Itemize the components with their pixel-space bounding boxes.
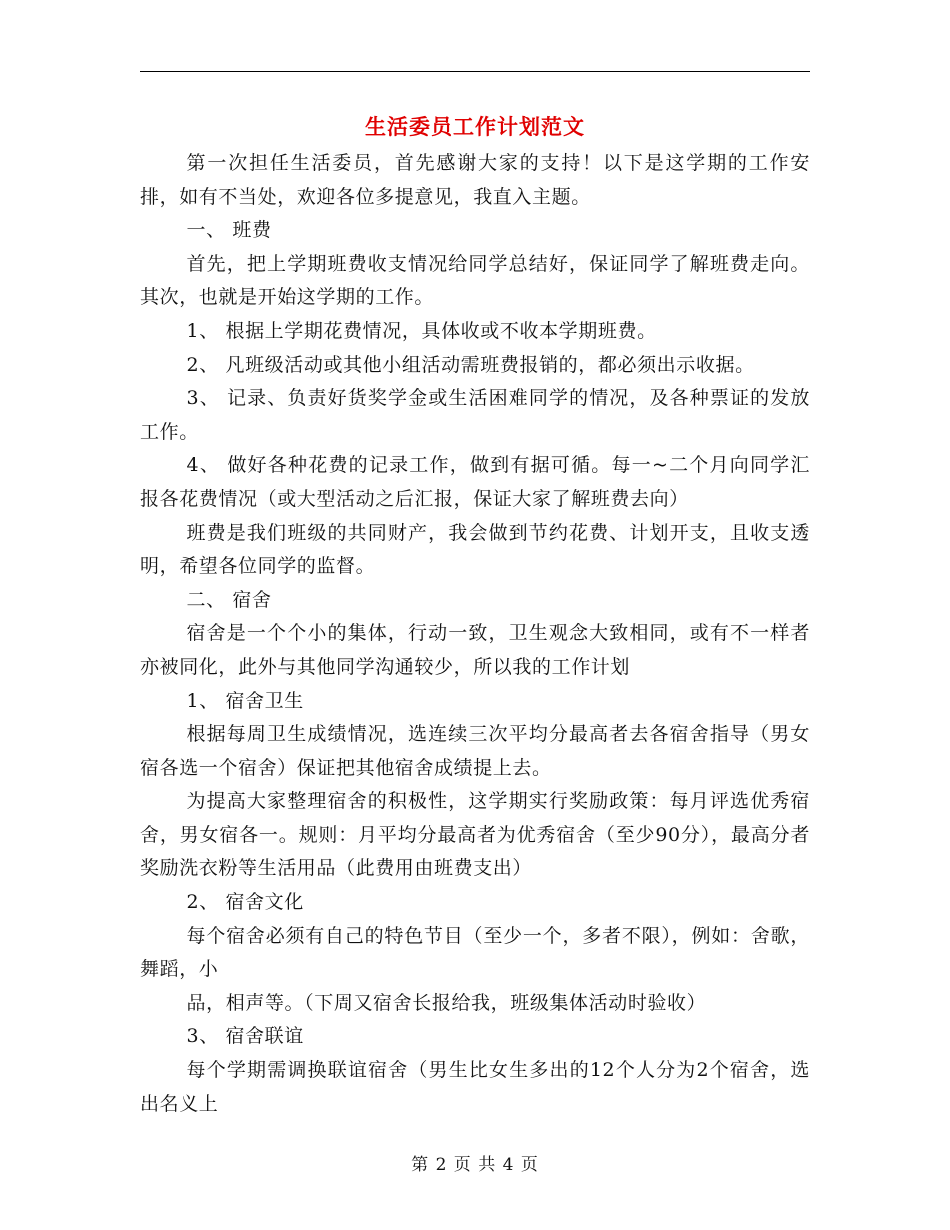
- paragraph: 班费是我们班级的共同财产，我会做到节约花费、计划开支，且收支透明，希望各位同学的监督。: [140, 521, 810, 578]
- subheading-dorm-culture: 2、 宿舍文化: [186, 891, 304, 914]
- paragraph: 为提高大家整理宿舍的积极性，这学期实行奖励政策：每月评选优秀宿舍，男女宿各一。规则：月平均分最高者为优秀宿舍（至少90分），最高分者奖励洗衣粉等生活用品（此费用由班费支出）: [140, 790, 810, 880]
- subheading-dorm-social: 3、 宿舍联谊: [186, 1025, 304, 1048]
- header-rule: [140, 71, 810, 72]
- paragraph: 宿舍是一个个小的集体，行动一致，卫生观念大致相同，或有不一样者亦被同化，此外与其他同学沟通较少，所以我的工作计划: [140, 622, 810, 678]
- heading-dormitory: 二、 宿舍: [186, 588, 272, 611]
- document-body: [140, 147, 810, 1121]
- list-item: 3、 记录、负责好货奖学金或生活困难同学的情况，及各种票证的发放工作。: [140, 387, 810, 443]
- paragraph-intro: 第一次担任生活委员，首先感谢大家的支持！以下是这学期的工作安排，如有不当处，欢迎各位多提意见，我直入主题。: [140, 152, 810, 208]
- paragraph: 首先，把上学期班费收支情况给同学总结好，保证同学了解班费走向。其次，也就是开始这学期的工作。: [140, 252, 810, 309]
- paragraph: 每个学期需调换联谊宿舍（男生比女生多出的12个人分为2个宿舍，选出名义上: [140, 1059, 810, 1115]
- paragraph: 每个宿舍必须有自己的特色节目（至少一个，多者不限），例如：舍歌，舞蹈，小: [140, 924, 810, 981]
- subheading-dorm-hygiene: 1、 宿舍卫生: [186, 689, 304, 712]
- document-title: 生活委员工作计划范文: [365, 114, 585, 139]
- paragraph: 品，相声等。（下周又宿舍长报给我，班级集体活动时验收）: [186, 991, 707, 1014]
- paragraph: 根据每周卫生成绩情况，选连续三次平均分最高者去各宿舍指导（男女宿各选一个宿舍）保证把其他宿舍成绩提上去。: [140, 723, 810, 779]
- list-item: 4、 做好各种花费的记录工作，做到有据可循。每一~二个月向同学汇报各花费情况（或大型活动之后汇报，保证大家了解班费去向）: [140, 454, 810, 510]
- page-number-footer: 第 2 页 共 4 页: [411, 1155, 539, 1175]
- list-item: 2、 凡班级活动或其他小组活动需班费报销的，都必须出示收据。: [186, 353, 755, 376]
- list-item: 1、 根据上学期花费情况，具体收或不收本学期班费。: [186, 319, 657, 342]
- heading-class-fee: 一、 班费: [186, 219, 272, 242]
